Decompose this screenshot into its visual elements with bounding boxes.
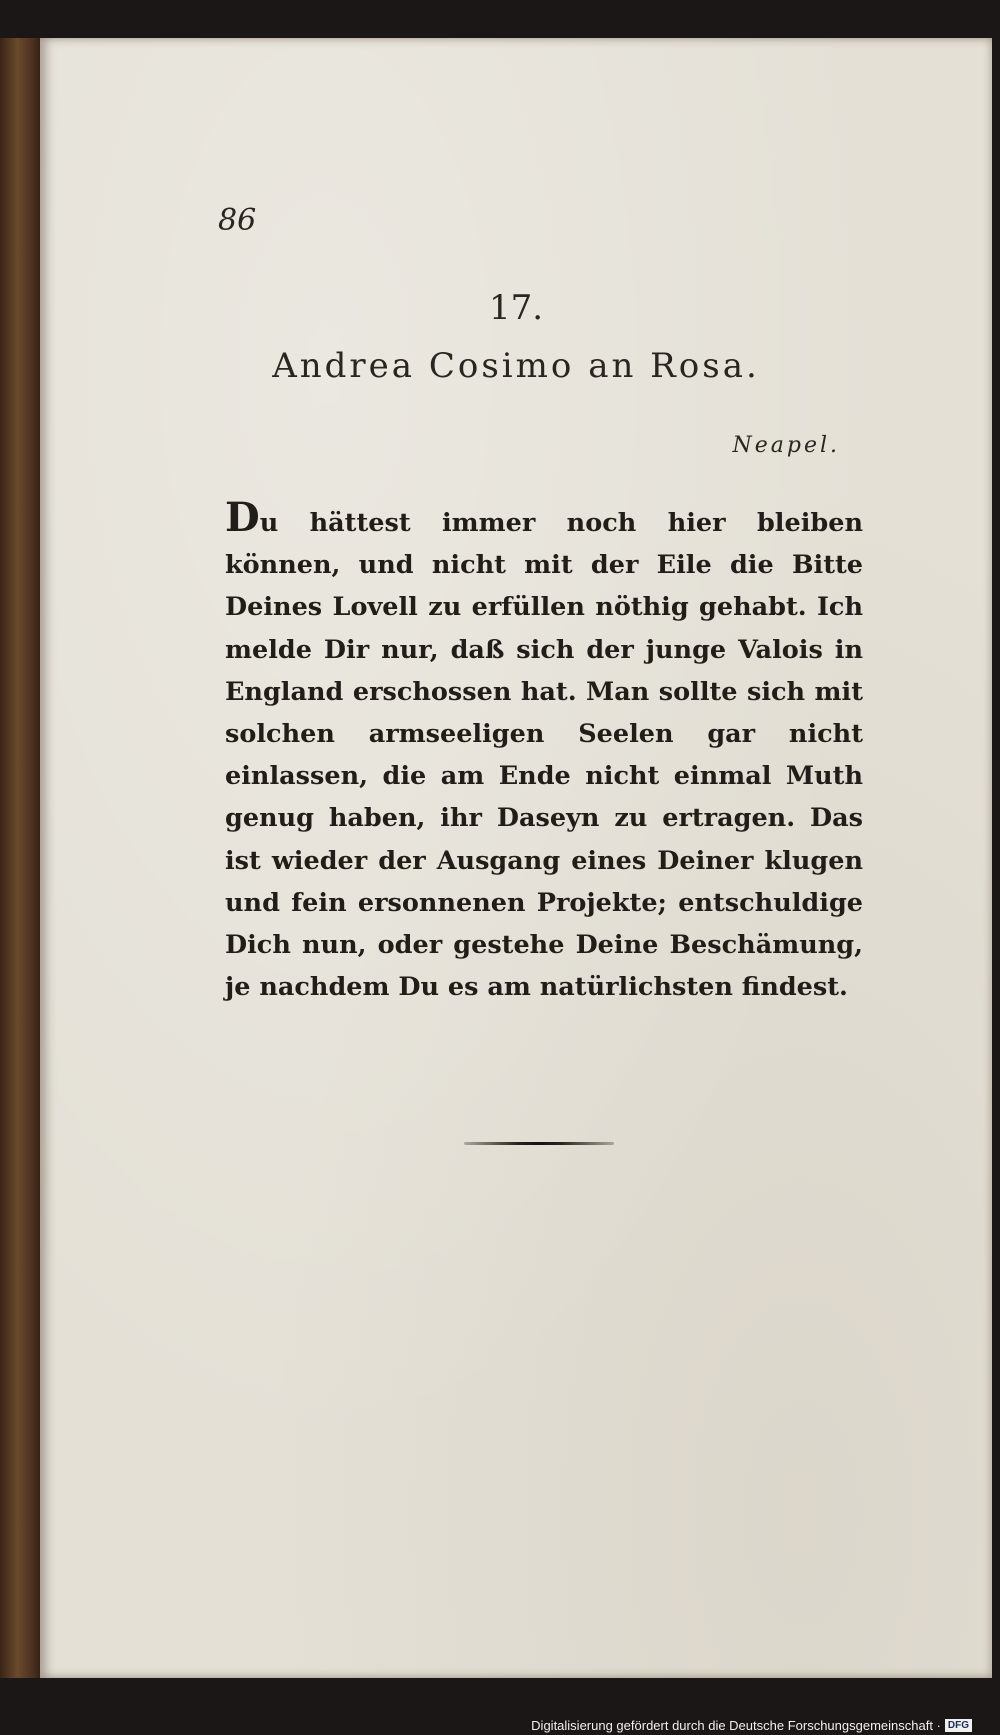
book-page (40, 38, 992, 1678)
page-number: 86 (218, 203, 257, 238)
body-dropcap: D (225, 494, 260, 541)
letter-body (225, 494, 863, 1008)
body-text: u hättest immer noch hier bleiben können, und nicht mit der Eile die Bitte Deines Lovell zu erfüllen nöthig gehabt. Ich melde Dir nur, daß sich der junge Valois in England erschossen hat. Man sollte sich mit solchen armseeligen Seelen gar nicht einlassen, die am Ende nicht einmal Muth genug haben, ihr Daseyn zu ertragen. Das ist wieder der Ausgang eines Deiner klugen und fein ersonnenen Projekte; entschuldige Dich nun, oder gestehe Deine Beschämung, je nachdem Du es am natürlichsten findest. (225, 508, 863, 1003)
book-spine (0, 38, 44, 1678)
letter-number: 17. (488, 288, 544, 328)
letter-place: Neapel. (732, 433, 840, 458)
credit-text: Digitalisierung gefördert durch die Deutsche Forschungsgemeinschaft · (531, 1718, 941, 1733)
dfg-logo: DFG (945, 1719, 972, 1732)
letter-title: Andrea Cosimo an Rosa. (272, 346, 760, 386)
digitization-credit (531, 1718, 972, 1733)
end-rule-ornament (464, 1142, 614, 1145)
